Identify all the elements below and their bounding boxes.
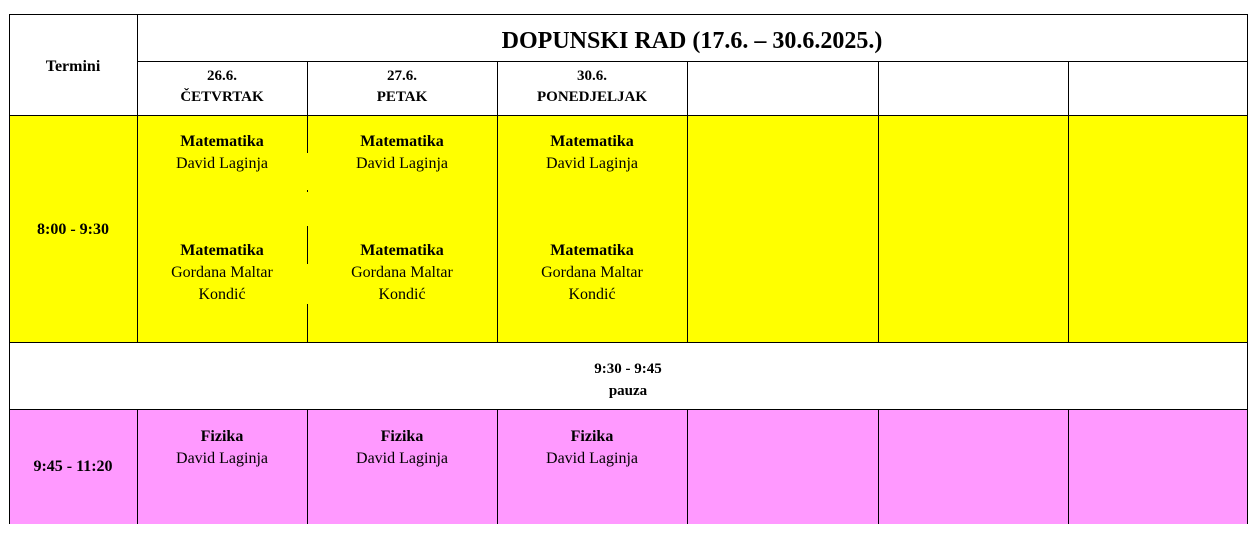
subject-name: Fizika — [200, 428, 244, 445]
border-col3 — [497, 61, 498, 343]
border-col5 — [878, 61, 879, 343]
day-header-1-date: 26.6. — [207, 68, 237, 84]
teacher-name: Gordana Maltar — [351, 264, 453, 281]
break-row — [9, 358, 1247, 402]
subject-name: Matematika — [360, 242, 444, 259]
subject-name: Matematika — [550, 133, 634, 150]
row-1-day-1-cell — [137, 115, 307, 342]
teacher-name: David Laginja — [356, 450, 448, 467]
day-header-3-date: 30.6. — [577, 68, 607, 84]
break-time: 9:30 - 9:45 — [594, 361, 662, 377]
teacher-name-cont: Kondić — [198, 286, 246, 303]
row-1-day-3-cell — [497, 115, 687, 342]
day-header-3 — [497, 66, 687, 108]
time-slot-3: 9:45 - 11:20 — [33, 458, 113, 475]
time-slot-1: 8:00 - 9:30 — [37, 221, 109, 238]
entry-math-gordana — [137, 240, 307, 306]
teacher-name: David Laginja — [176, 155, 268, 172]
border-col3-r3 — [497, 409, 498, 524]
border-col2-seg2 — [307, 190, 308, 192]
day-header-2 — [307, 66, 497, 108]
day-header-2-date: 27.6. — [387, 68, 417, 84]
border-col2-seg3 — [307, 226, 308, 264]
row-3-day-1-cell — [137, 409, 307, 524]
border-col4-r3 — [687, 409, 688, 524]
subject-name: Matematika — [180, 133, 264, 150]
day-header-1 — [137, 66, 307, 108]
entry-physics-david — [307, 426, 497, 470]
subject-name: Fizika — [380, 428, 424, 445]
border-col6-r3 — [1068, 409, 1069, 524]
entry-math-gordana — [497, 240, 687, 306]
row-1-day-2-cell — [307, 115, 497, 342]
subject-name: Matematika — [360, 133, 444, 150]
day-header-3-name: PONEDJELJAK — [536, 89, 647, 105]
teacher-name-cont: Kondić — [378, 286, 426, 303]
subject-name: Fizika — [570, 428, 614, 445]
row-3-day-3-cell — [497, 409, 687, 524]
subject-name: Matematika — [550, 242, 634, 259]
teacher-name: David Laginja — [176, 450, 268, 467]
border-col4 — [687, 61, 688, 343]
border-break-bottom — [9, 409, 1248, 410]
break-label: pauza — [608, 383, 648, 399]
day-header-1-name: ČETVRTAK — [180, 89, 264, 105]
row-3-day-2-cell — [307, 409, 497, 524]
border-row1-bottom — [9, 342, 1248, 343]
border-top — [9, 14, 1248, 15]
border-header-bottom — [9, 115, 1248, 116]
entry-physics-david — [137, 426, 307, 470]
entry-math-gordana — [307, 240, 497, 306]
entry-physics-david — [497, 426, 687, 470]
border-left — [9, 14, 10, 524]
border-col1-r3 — [137, 409, 138, 524]
subject-name: Matematika — [180, 242, 264, 259]
teacher-name: David Laginja — [356, 155, 448, 172]
teacher-name: Gordana Maltar — [171, 264, 273, 281]
teacher-name: David Laginja — [546, 450, 638, 467]
teacher-name: David Laginja — [546, 155, 638, 172]
border-title-bottom — [137, 61, 1248, 62]
entry-math-david — [137, 131, 307, 175]
corner-label: Termini — [45, 58, 101, 75]
teacher-name: Gordana Maltar — [541, 264, 643, 281]
teacher-name-cont: Kondić — [568, 286, 616, 303]
border-col6 — [1068, 61, 1069, 343]
border-col2-head — [307, 61, 308, 116]
day-header-2-name: PETAK — [376, 89, 428, 105]
border-col2-seg4 — [307, 304, 308, 343]
border-col5-r3 — [878, 409, 879, 524]
border-col2-r3 — [307, 409, 308, 524]
entry-math-david — [497, 131, 687, 175]
entry-math-david — [307, 131, 497, 175]
table-title: DOPUNSKI RAD (17.6. – 30.6.2025.) — [501, 28, 883, 54]
border-right — [1247, 14, 1248, 524]
border-col2-seg1 — [307, 115, 308, 153]
border-col1 — [137, 14, 138, 343]
